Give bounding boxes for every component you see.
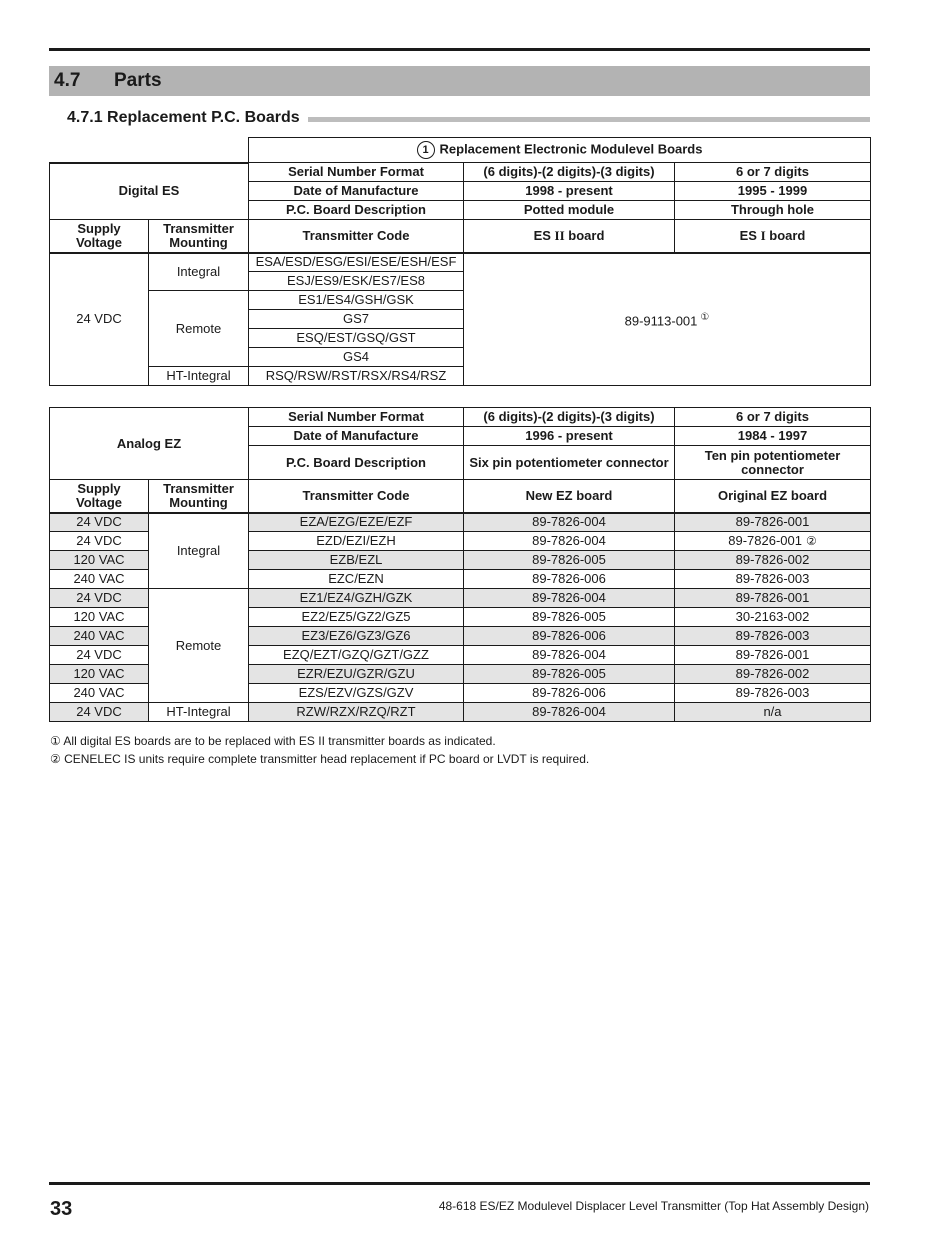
supply-voltage-cell: 24 VDC — [50, 532, 149, 551]
supply-voltage-cell: 120 VAC — [50, 665, 149, 684]
es-banner — [249, 138, 871, 163]
new-board-cell: 89-7826-006 — [464, 570, 675, 589]
es-ii-prefix: ES — [533, 227, 551, 243]
ez-mounting-integral: Integral — [149, 513, 249, 589]
es-transmitter-code: RSQ/RSW/RST/RSX/RS4/RSZ — [249, 367, 464, 386]
document-title: 48-618 ES/EZ Modulevel Displacer Level Transmitter (Top Hat Assembly Design) — [438, 1199, 869, 1213]
es-transmitter-code: ESJ/ES9/ESK/ES7/ES8 — [249, 272, 464, 291]
es-header-col2: Through hole — [675, 201, 871, 220]
supply-voltage-header: Supply Voltage — [50, 220, 149, 253]
section-header — [49, 66, 870, 96]
es-part-number-value: 89-9113-001 — [624, 312, 698, 328]
supply-voltage-cell: 240 VAC — [50, 684, 149, 703]
original-board-cell: 89-7826-003 — [675, 627, 871, 646]
ez-header-col1: (6 digits)-(2 digits)-(3 digits) — [464, 408, 675, 427]
transmitter-code-cell: EZ1/EZ4/GZH/GZK — [249, 589, 464, 608]
footnote-two-mark: ② — [805, 534, 817, 548]
es-header-col1: (6 digits)-(2 digits)-(3 digits) — [464, 163, 675, 182]
es-header-col2: 6 or 7 digits — [675, 163, 871, 182]
supply-voltage-header: Supply Voltage — [50, 480, 149, 513]
es-header-label: P.C. Board Description — [249, 201, 464, 220]
original-board-cell: 89-7826-003 — [675, 684, 871, 703]
es-part-number — [464, 253, 871, 386]
es-ii-suffix: board — [568, 227, 605, 243]
new-board-cell: 89-7826-004 — [464, 703, 675, 722]
digital-es-table — [49, 137, 871, 386]
es-header-col1: 1998 - present — [464, 182, 675, 201]
original-board-value: 89-7826-001 — [728, 533, 802, 548]
supply-voltage-cell: 24 VDC — [50, 589, 149, 608]
es-transmitter-code: ES1/ES4/GSH/GSK — [249, 291, 464, 310]
supply-voltage-cell: 24 VDC — [50, 646, 149, 665]
new-ez-board-header: New EZ board — [464, 480, 675, 513]
original-ez-board-header: Original EZ board — [675, 480, 871, 513]
original-board-cell: 89-7826-001 — [675, 513, 871, 532]
supply-voltage-cell: 240 VAC — [50, 570, 149, 589]
es-header-col1: Potted module — [464, 201, 675, 220]
ez-header-label: Date of Manufacture — [249, 427, 464, 446]
transmitter-mounting-header: Transmitter Mounting — [149, 220, 249, 253]
new-board-cell: 89-7826-004 — [464, 513, 675, 532]
table-row — [50, 513, 871, 532]
ez-mounting-remote: Remote — [149, 589, 249, 703]
es-transmitter-code: ESQ/EST/GSQ/GST — [249, 329, 464, 348]
ez-header-row — [50, 408, 871, 427]
transmitter-code-cell: EZR/EZU/GZR/GZU — [249, 665, 464, 684]
page-number: 33 — [50, 1198, 73, 1220]
es-banner-row — [50, 138, 871, 163]
supply-voltage-cell: 120 VAC — [50, 551, 149, 570]
original-board-cell: n/a — [675, 703, 871, 722]
footnotes — [50, 732, 589, 768]
original-board-cell: 89-7826-002 — [675, 551, 871, 570]
es-header-label: Date of Manufacture — [249, 182, 464, 201]
footnote-two: ② CENELEC IS units require complete transmitter head replacement if PC board or LVDT is required. — [50, 752, 590, 766]
ez-group-label: Analog EZ — [50, 408, 249, 480]
ez-header-col2: Ten pin potentiometer connector — [675, 446, 871, 480]
es-mounting-remote: Remote — [149, 291, 249, 367]
es-header-label: Serial Number Format — [249, 163, 464, 182]
transmitter-code-header: Transmitter Code — [249, 220, 464, 253]
new-board-cell: 89-7826-004 — [464, 646, 675, 665]
transmitter-code-cell: EZD/EZI/EZH — [249, 532, 464, 551]
new-board-cell: 89-7826-004 — [464, 589, 675, 608]
es-i-suffix: board — [769, 227, 806, 243]
ez-header-label: P.C. Board Description — [249, 446, 464, 480]
ez-header-col2: 1984 - 1997 — [675, 427, 871, 446]
transmitter-code-cell: EZ2/EZ5/GZ2/GZ5 — [249, 608, 464, 627]
table-row — [50, 589, 871, 608]
original-board-cell: 89-7826-003 — [675, 570, 871, 589]
original-board-cell: 89-7826-002 — [675, 665, 871, 684]
es-banner-text: Replacement Electronic Modulevel Boards — [439, 141, 703, 157]
es-code-row — [50, 253, 871, 272]
es-column-header-row — [50, 220, 871, 253]
ez-header-col1: 1996 - present — [464, 427, 675, 446]
supply-voltage-cell: 240 VAC — [50, 627, 149, 646]
banner-number-mark: 1 — [417, 141, 435, 159]
transmitter-code-cell: EZ3/EZ6/GZ3/GZ6 — [249, 627, 464, 646]
ez-mounting-ht-integral: HT-Integral — [149, 703, 249, 722]
subsection-rule — [308, 117, 870, 122]
ez-header-col1: Six pin potentiometer connector — [464, 446, 675, 480]
supply-voltage-cell: 120 VAC — [50, 608, 149, 627]
subsection-title: 4.7.1 Replacement P.C. Boards — [67, 109, 300, 126]
es-header-col2: 1995 - 1999 — [675, 182, 871, 201]
new-board-cell: 89-7826-006 — [464, 684, 675, 703]
transmitter-mounting-header: Transmitter Mounting — [149, 480, 249, 513]
ez-header-col2: 6 or 7 digits — [675, 408, 871, 427]
transmitter-code-header: Transmitter Code — [249, 480, 464, 513]
ez-column-header-row — [50, 480, 871, 513]
footnote-one: ① All digital ES boards are to be replaced with ES II transmitter boards as indicated. — [50, 734, 496, 748]
new-board-cell: 89-7826-005 — [464, 551, 675, 570]
transmitter-code-cell: RZW/RZX/RZQ/RZT — [249, 703, 464, 722]
es-supply-voltage: 24 VDC — [50, 253, 149, 386]
original-board-cell: 89-7826-001 — [675, 589, 871, 608]
supply-voltage-cell: 24 VDC — [50, 513, 149, 532]
section-number: 4.7 — [54, 70, 81, 91]
subsection-header — [67, 106, 870, 130]
original-board-cell — [675, 532, 871, 551]
transmitter-code-cell: EZQ/EZT/GZQ/GZT/GZZ — [249, 646, 464, 665]
es-i-prefix: ES — [739, 227, 757, 243]
transmitter-code-cell: EZC/EZN — [249, 570, 464, 589]
bottom-rule — [49, 1182, 870, 1185]
es-group-label: Digital ES — [50, 163, 249, 220]
es-mounting-integral: Integral — [149, 253, 249, 291]
top-rule — [49, 48, 870, 51]
new-board-cell: 89-7826-006 — [464, 627, 675, 646]
original-board-cell: 30-2163-002 — [675, 608, 871, 627]
es-mounting-ht-integral: HT-Integral — [149, 367, 249, 386]
new-board-cell: 89-7826-004 — [464, 532, 675, 551]
es-i-board-header — [675, 220, 871, 253]
analog-ez-table — [49, 407, 871, 722]
es-i-roman: I — [760, 227, 766, 243]
footnote-one-mark: ① — [700, 311, 710, 323]
es-transmitter-code: ESA/ESD/ESG/ESI/ESE/ESH/ESF — [249, 253, 464, 272]
es-banner-spacer — [50, 138, 249, 163]
new-board-cell: 89-7826-005 — [464, 665, 675, 684]
es-transmitter-code: GS4 — [249, 348, 464, 367]
new-board-cell: 89-7826-005 — [464, 608, 675, 627]
transmitter-code-cell: EZS/EZV/GZS/GZV — [249, 684, 464, 703]
es-ii-roman: II — [554, 227, 565, 243]
transmitter-code-cell: EZB/EZL — [249, 551, 464, 570]
supply-voltage-cell: 24 VDC — [50, 703, 149, 722]
es-header-row — [50, 163, 871, 182]
ez-header-label: Serial Number Format — [249, 408, 464, 427]
es-transmitter-code: GS7 — [249, 310, 464, 329]
transmitter-code-cell: EZA/EZG/EZE/EZF — [249, 513, 464, 532]
original-board-cell: 89-7826-001 — [675, 646, 871, 665]
section-title: Parts — [114, 70, 162, 91]
es-ii-board-header — [464, 220, 675, 253]
table-row — [50, 703, 871, 722]
